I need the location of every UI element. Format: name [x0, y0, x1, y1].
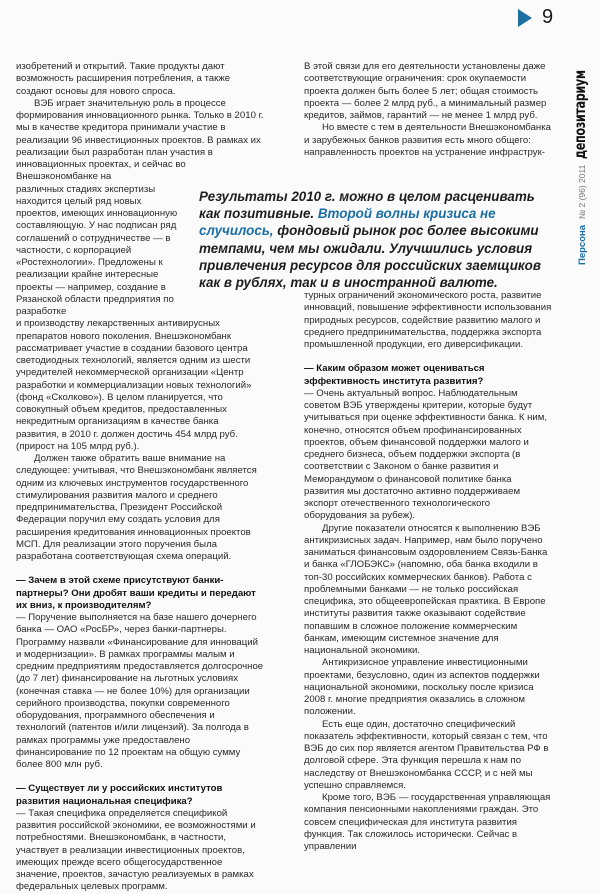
- paragraph: турных ограничений экономического роста, развитие инноваций, повышение эффективности использования природных ресурсов, содействие развитию малого и среднего предпринимательства, поддержка экспорта промышленной продукции, его диверсификации.: [304, 290, 552, 350]
- page-number-text: 9: [542, 6, 554, 28]
- paragraph: Антикризисное управление инвестиционными проектами, безусловно, один из аспектов поддержки национальной экономики, поскольку после кризиса 2008 г. многие предприятия оказались в сложном положении.: [304, 657, 540, 718]
- interview-question: — Существует ли у российских институтов развития национальная специфика?: [16, 783, 223, 807]
- section-label: Персона: [577, 224, 588, 265]
- play-triangle-icon: [518, 9, 532, 27]
- paragraph: Есть еще один, достаточно специфический показатель эффективности, который связан с тем, что ВЭБ до сих пор является агентом Правительства РФ в долговой сфере. Эта функция перешла к нам по наследству от Внешэкономбанка СССР, и с ней мы успешно справляемся.: [304, 718, 549, 791]
- interview-answer: — Поручение выполняется на базе нашего дочернего банка — ОАО «РосБР», через банки-партнеры. Программу назвали «Финансирование для инноваций и модернизации». В рамках программы малым и средним предприятиям предоставляется долгосрочное (до 7 лет) финансирование на льготных условиях (конечная ставка — не более 10%) для организации серийного производства, покупки современного оборудования, программного обеспечения и технологий (патентов и/или лицензий). За полгода в рамках программы уже предоставлено финансирование по 12 проектам на общую сумму более 800 млн руб.: [16, 612, 264, 770]
- magazine-title: депозитариум: [571, 69, 589, 159]
- page-number: [518, 6, 553, 29]
- sidebar-running-head: [571, 60, 595, 270]
- interview-question: — Каким образом может оцениваться эффективность института развития?: [304, 363, 485, 387]
- paragraph: Должен также обратить ваше внимание на следующее: учитывая, что Внешэкономбанк является одним из ключевых инструментов государственного стимулирования развития малого и среднего предпринимательства, Президент Российской Федерации поручил ему создать условия для расширения кредитования инновационных проектов МСП. Для реализации этого поручения была разработана соответствующая схема операций.: [16, 453, 257, 562]
- paragraph: различных стадиях экспертизы находится целый ряд новых проектов, имеющих инновационную составляющую. У нас подписан ряд соглашений о сотрудничестве — в частности, с корпорацией «Ростехнологии». Предложены к реализации крайне интересные проекты — например, создание в Рязанской области предприятия по разработке: [16, 183, 178, 317]
- paragraph: и производству лекарственных антивирусных препаратов нового поколения. Внешэкономбанк рассматривает участие в создании базового центра светодиодных технологий, является одним из шести учредителей некоммерческой организации «Центр разработки и коммерциализации новых технологий» (фонд «Сколково»). В целом планируется, что совокупный объем кредитов, предоставленных некредитным организациям в качестве банка развития, в 2010 г. должен достичь 454 млрд руб. (прирост на 105 млрд руб.).: [16, 318, 252, 452]
- interview-answer: — Очень актуальный вопрос. Наблюдательным советом ВЭБ утверждены критерии, которые будут учитываться при оценке эффективности банка. К ним, конечно, относятся объем профинансированных проектов, объем финансовой поддержки малого и среднего бизнеса, объем поддержки экспорта (в соответствии с Законом о банке развития и Меморандумом о финансовой политике банка развития мы достаточно активно поддерживаем экспорт отечественного технологического оборудования за рубеж).: [304, 387, 548, 522]
- column-right-bottom: [304, 290, 552, 853]
- pull-quote-text: Результаты 2010 г. можно в целом расценивать как позитивные.: [199, 189, 535, 222]
- pull-quote-highlight: Второй волны кризиса не случилось,: [199, 206, 496, 239]
- paragraph: Кроме того, ВЭБ — государственная управляющая компания пенсионными накоплениями граждан. Это совсем специфическая для института развития функция. Так сложилось исторически. Сейчас в управлении: [304, 792, 551, 852]
- paragraph: В этой связи для его деятельности установлены даже соответствующие ограничения: срок окупаемости проекта должен быть более 5 лет; общая стоимость проекта — более 2 млрд руб., а минимальный размер кредитов, займов, гарантий — не менее 1 млрд руб.: [304, 61, 547, 121]
- paragraph: ВЭБ играет значительную роль в процессе формирования инновационного рынка. Только в 2010 г. мы в качестве кредитора принимали участие в реализации 96 инвестиционных проектов. В рамках их реализации был разработан план участия в инновационных проектах, и сейчас во Внешэкономбанке на: [16, 97, 264, 183]
- paragraph: изобретений и открытий. Такие продукты дают возможность расширения потребления, а также создают основы для нового спроса.: [16, 61, 231, 97]
- paragraph: Другие показатели относятся к выполнению ВЭБ антикризисных задач. Например, нам было поручено заниматься финансовым оздоровлением Связь-Банка и банка «ГЛОБЭКС» (напомню, оба банка входили в топ-30 российских коммерческих банков). Работа с проблемными банками — не только российская специфика, это общеевропейская практика. В Европе институты развития также оказывают содействие попавшим в сложное положение коммерческим банкам, имеющим системное значение для национальной экономики.: [304, 522, 548, 656]
- interview-question: — Зачем в этой схеме присутствуют банки-партнеры? Они дробят ваши кредиты и передают их вниз, к производителям?: [16, 575, 256, 611]
- column-right-top: [304, 61, 552, 159]
- interview-answer: — Такая специфика определяется спецификой развития российской экономики, ее возможностями и потребностями. Внешэкономбанк, в частности, участвует в реализации инвестиционных проектов, имеющих прежде всего общегосударственное значение, проектов, зачастую реализуемых в рамках федеральных целевых программ.: [16, 807, 256, 893]
- pull-quote-text: фондовый рынок рос более высокими темпами, чем мы ожидали. Улучшились условия привлечения ресурсов для российских заемщиков как в рублях, так и в иностранной валюте.: [199, 223, 541, 291]
- pull-quote: [199, 188, 557, 291]
- column-left: [16, 61, 264, 894]
- issue-label: № 2 (96) 2011: [577, 164, 587, 219]
- paragraph: Но вместе с тем в деятельности Внешэкономбанка и зарубежных банков развития есть много общего: направленность проектов на устранение инфраструк-: [304, 122, 551, 158]
